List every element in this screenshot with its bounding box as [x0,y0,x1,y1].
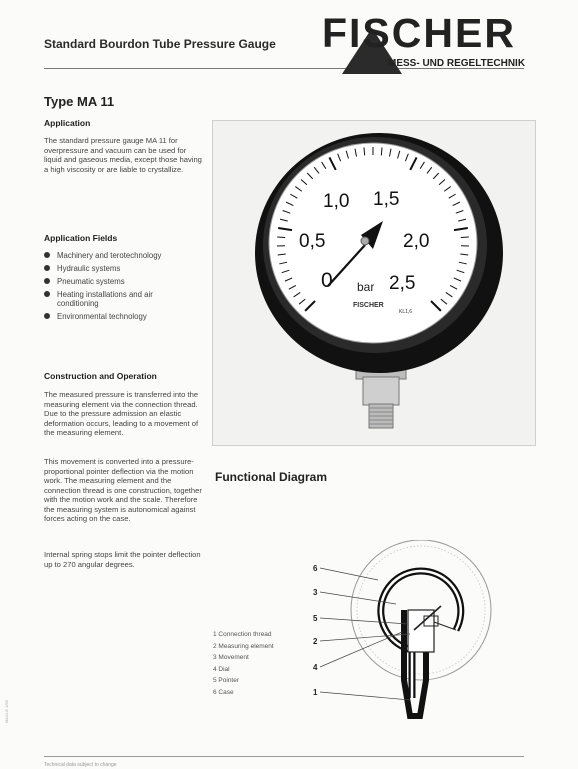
list-item: Machinery and terotechnology [44,251,204,260]
scale-tick [277,237,285,238]
functional-diagram-title: Functional Diagram [215,470,328,484]
application-text: The standard pressure gauge MA 11 for overpressure and vacuum can be used for liquid and gaseous media, except those having a high viscosity or are liable to crystallize. [44,136,202,174]
construction-paragraph-3: Internal spring stops limit the pointer deflection up to 270 angular degrees. [44,550,201,569]
list-item: Hydraulic systems [44,264,204,273]
scale-label: 1,5 [373,189,400,210]
scale-label: 0 [321,269,333,292]
dial-brand: FISCHER [353,302,384,309]
legend-item: 3 Movement [213,654,249,661]
callout-label: 2 [313,637,318,646]
construction-paragraph-2: This movement is converted into a pressure-proportional pointer deflection via the motion work. The measuring element and the connection thread is one construction, together with the motion work and the scale. Therefore the measuring system is autonomical against forces acting on the case. [44,457,202,523]
bullet-icon [44,252,50,258]
scale-label: 2,5 [389,273,416,294]
application-fields-list [44,251,204,325]
scale-tick [461,237,469,238]
callout-label: 4 [313,663,318,672]
application-fields-heading: Application Fields [44,233,118,243]
application-heading: Application [44,118,91,128]
scale-label: 2,0 [403,231,430,252]
bullet-icon [44,265,50,271]
construction-heading: Construction and Operation [44,371,157,381]
scale-label: 0,5 [299,231,326,252]
logo-wordmark: FISCHER [322,10,516,56]
construction-paragraph-1: The measured pressure is transferred into the measuring element via the connection thread. Due to the pressure admission an elastic deformation occurs, leading to a movement of the measuring element. [44,390,199,437]
side-code: MA11-E 1/95 [4,700,9,724]
callout-label: 6 [313,564,318,573]
type-title: Type MA 11 [44,94,115,109]
legend-item: 5 Pointer [213,677,240,684]
legend-item: 4 Dial [213,665,230,673]
list-item: Pneumatic systems [44,277,204,286]
legend-item: 6 Case [213,688,234,696]
scale-label: 1,0 [323,191,350,212]
bullet-icon [44,291,50,297]
pressure-gauge-illustration [213,121,535,445]
functional-diagram [296,540,516,720]
callout-label: 5 [313,614,318,623]
diagram-legend [213,629,274,698]
list-item: Environmental technology [44,312,204,321]
legend-item: 2 Measuring element [213,642,274,650]
callout-label: 1 [313,688,318,697]
footer-note: Technical data subject to change [44,762,117,768]
gauge-photo [212,120,536,446]
legend-item: 1 Connection thread [213,631,272,638]
footer-rule [44,756,524,757]
callout-label: 3 [313,588,318,597]
logo-subtitle: MESS- UND REGELTECHNIK [388,58,526,69]
page-header-title: Standard Bourdon Tube Pressure Gauge [44,37,276,51]
unit-label: bar [357,280,375,294]
bullet-icon [44,278,50,284]
bullet-icon [44,313,50,319]
accuracy-class: KL1,6 [399,309,413,315]
list-item: Heating installations and air conditioning [44,290,167,308]
